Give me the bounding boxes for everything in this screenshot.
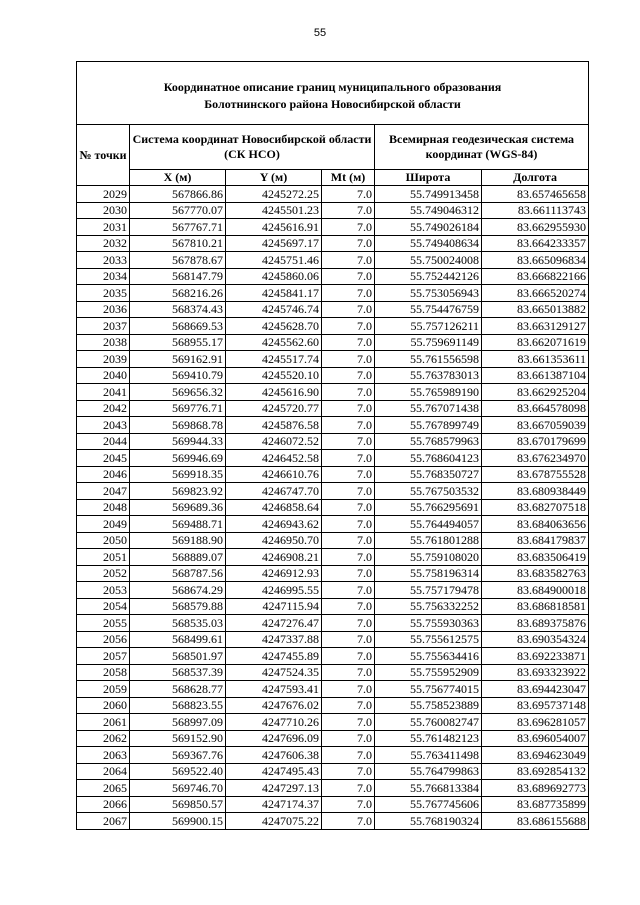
cell-y-coordinate: 4247710.26 <box>226 714 322 731</box>
cell-y-coordinate: 4247297.13 <box>226 780 322 797</box>
cell-point-number: 2061 <box>77 714 130 731</box>
cell-y-coordinate: 4246452.58 <box>226 450 322 467</box>
cell-mt-value: 7.0 <box>322 516 375 533</box>
cell-y-coordinate: 4247174.37 <box>226 796 322 813</box>
table-row <box>77 400 589 417</box>
cell-x-coordinate: 569823.92 <box>130 483 226 500</box>
table-title <box>77 62 589 125</box>
cell-x-coordinate: 568628.77 <box>130 681 226 698</box>
cell-latitude: 55.750024008 <box>375 252 482 269</box>
cell-y-coordinate: 4246072.52 <box>226 433 322 450</box>
cell-point-number: 2049 <box>77 516 130 533</box>
cell-y-coordinate: 4245562.60 <box>226 334 322 351</box>
table-row <box>77 681 589 698</box>
cell-longitude: 83.693323922 <box>482 664 589 681</box>
table-row <box>77 219 589 236</box>
cell-longitude: 83.692854132 <box>482 763 589 780</box>
table-row <box>77 697 589 714</box>
cell-y-coordinate: 4246950.70 <box>226 532 322 549</box>
cell-longitude: 83.662925204 <box>482 384 589 401</box>
table-row <box>77 483 589 500</box>
cell-mt-value: 7.0 <box>322 549 375 566</box>
table-body <box>77 186 589 830</box>
table-row <box>77 417 589 434</box>
cell-point-number: 2064 <box>77 763 130 780</box>
cell-longitude: 83.678755528 <box>482 466 589 483</box>
table-row <box>77 499 589 516</box>
cell-latitude: 55.749046312 <box>375 202 482 219</box>
cell-latitude: 55.752442126 <box>375 268 482 285</box>
table-row <box>77 202 589 219</box>
cell-mt-value: 7.0 <box>322 730 375 747</box>
cell-latitude: 55.755612575 <box>375 631 482 648</box>
cell-latitude: 55.759691149 <box>375 334 482 351</box>
cell-latitude: 55.759108020 <box>375 549 482 566</box>
cell-longitude: 83.665013882 <box>482 301 589 318</box>
cell-longitude: 83.664233357 <box>482 235 589 252</box>
title-line-1: Координатное описание границ муниципального образования <box>163 80 502 94</box>
cell-latitude: 55.758196314 <box>375 565 482 582</box>
cell-point-number: 2045 <box>77 450 130 467</box>
cell-latitude: 55.761482123 <box>375 730 482 747</box>
cell-mt-value: 7.0 <box>322 598 375 615</box>
cell-longitude: 83.657465658 <box>482 186 589 203</box>
cell-mt-value: 7.0 <box>322 450 375 467</box>
cell-x-coordinate: 569944.33 <box>130 433 226 450</box>
cell-x-coordinate: 568889.07 <box>130 549 226 566</box>
table-row <box>77 565 589 582</box>
cell-y-coordinate: 4245697.17 <box>226 235 322 252</box>
cell-mt-value: 7.0 <box>322 367 375 384</box>
cell-mt-value: 7.0 <box>322 351 375 368</box>
cell-point-number: 2033 <box>77 252 130 269</box>
cell-mt-value: 7.0 <box>322 235 375 252</box>
cell-point-number: 2048 <box>77 499 130 516</box>
cell-mt-value: 7.0 <box>322 747 375 764</box>
cell-longitude: 83.662071619 <box>482 334 589 351</box>
header-point-number: № точки <box>77 125 130 186</box>
cell-point-number: 2058 <box>77 664 130 681</box>
cell-point-number: 2044 <box>77 433 130 450</box>
cell-longitude: 83.683506419 <box>482 549 589 566</box>
header-system-wgs: Всемирная геодезическая система координат (WGS-84) <box>375 125 589 170</box>
table-row <box>77 235 589 252</box>
cell-mt-value: 7.0 <box>322 483 375 500</box>
cell-point-number: 2065 <box>77 780 130 797</box>
cell-y-coordinate: 4247495.43 <box>226 763 322 780</box>
cell-latitude: 55.756774015 <box>375 681 482 698</box>
cell-mt-value: 7.0 <box>322 417 375 434</box>
cell-latitude: 55.754476759 <box>375 301 482 318</box>
cell-point-number: 2037 <box>77 318 130 335</box>
cell-longitude: 83.663129127 <box>482 318 589 335</box>
table-row <box>77 351 589 368</box>
cell-point-number: 2060 <box>77 697 130 714</box>
cell-point-number: 2057 <box>77 648 130 665</box>
cell-x-coordinate: 567810.21 <box>130 235 226 252</box>
table-row <box>77 780 589 797</box>
cell-point-number: 2040 <box>77 367 130 384</box>
cell-latitude: 55.757179478 <box>375 582 482 599</box>
cell-latitude: 55.755930363 <box>375 615 482 632</box>
cell-latitude: 55.763783013 <box>375 367 482 384</box>
cell-longitude: 83.687735899 <box>482 796 589 813</box>
cell-longitude: 83.662955930 <box>482 219 589 236</box>
cell-point-number: 2046 <box>77 466 130 483</box>
cell-latitude: 55.749913458 <box>375 186 482 203</box>
table-row <box>77 813 589 830</box>
cell-x-coordinate: 569367.76 <box>130 747 226 764</box>
cell-x-coordinate: 568537.39 <box>130 664 226 681</box>
cell-longitude: 83.667059039 <box>482 417 589 434</box>
cell-latitude: 55.761801288 <box>375 532 482 549</box>
cell-longitude: 83.661387104 <box>482 367 589 384</box>
cell-x-coordinate: 569162.91 <box>130 351 226 368</box>
cell-y-coordinate: 4245876.58 <box>226 417 322 434</box>
cell-x-coordinate: 569410.79 <box>130 367 226 384</box>
cell-longitude: 83.696054007 <box>482 730 589 747</box>
cell-y-coordinate: 4247075.22 <box>226 813 322 830</box>
cell-longitude: 83.686818581 <box>482 598 589 615</box>
cell-latitude: 55.768190324 <box>375 813 482 830</box>
cell-point-number: 2056 <box>77 631 130 648</box>
cell-latitude: 55.758523889 <box>375 697 482 714</box>
cell-latitude: 55.753056943 <box>375 285 482 302</box>
cell-point-number: 2032 <box>77 235 130 252</box>
table-row <box>77 334 589 351</box>
header-longitude: Долгота <box>482 170 589 186</box>
cell-x-coordinate: 567866.86 <box>130 186 226 203</box>
cell-x-coordinate: 568374.43 <box>130 301 226 318</box>
cell-y-coordinate: 4246908.21 <box>226 549 322 566</box>
cell-x-coordinate: 568997.09 <box>130 714 226 731</box>
cell-x-coordinate: 569488.71 <box>130 516 226 533</box>
cell-mt-value: 7.0 <box>322 433 375 450</box>
cell-point-number: 2052 <box>77 565 130 582</box>
cell-latitude: 55.768350727 <box>375 466 482 483</box>
cell-latitude: 55.764494057 <box>375 516 482 533</box>
cell-point-number: 2039 <box>77 351 130 368</box>
cell-x-coordinate: 569152.90 <box>130 730 226 747</box>
cell-longitude: 83.684179837 <box>482 532 589 549</box>
cell-mt-value: 7.0 <box>322 813 375 830</box>
cell-longitude: 83.683582763 <box>482 565 589 582</box>
table-row <box>77 648 589 665</box>
cell-point-number: 2051 <box>77 549 130 566</box>
cell-mt-value: 7.0 <box>322 532 375 549</box>
cell-y-coordinate: 4247696.09 <box>226 730 322 747</box>
table-row <box>77 763 589 780</box>
cell-longitude: 83.689692773 <box>482 780 589 797</box>
cell-mt-value: 7.0 <box>322 714 375 731</box>
cell-mt-value: 7.0 <box>322 664 375 681</box>
table-row <box>77 252 589 269</box>
cell-point-number: 2053 <box>77 582 130 599</box>
cell-y-coordinate: 4247524.35 <box>226 664 322 681</box>
cell-mt-value: 7.0 <box>322 648 375 665</box>
cell-point-number: 2050 <box>77 532 130 549</box>
table-row <box>77 268 589 285</box>
header-latitude: Широта <box>375 170 482 186</box>
page-number: 55 <box>313 27 327 39</box>
table-row <box>77 532 589 549</box>
cell-x-coordinate: 568535.03 <box>130 615 226 632</box>
cell-y-coordinate: 4247337.88 <box>226 631 322 648</box>
cell-x-coordinate: 569522.40 <box>130 763 226 780</box>
cell-y-coordinate: 4246912.93 <box>226 565 322 582</box>
cell-latitude: 55.767899749 <box>375 417 482 434</box>
cell-y-coordinate: 4247276.47 <box>226 615 322 632</box>
cell-mt-value: 7.0 <box>322 582 375 599</box>
cell-y-coordinate: 4245751.46 <box>226 252 322 269</box>
cell-latitude: 55.749026184 <box>375 219 482 236</box>
cell-mt-value: 7.0 <box>322 631 375 648</box>
cell-x-coordinate: 569689.36 <box>130 499 226 516</box>
cell-point-number: 2067 <box>77 813 130 830</box>
cell-longitude: 83.684063656 <box>482 516 589 533</box>
cell-x-coordinate: 569850.57 <box>130 796 226 813</box>
cell-y-coordinate: 4245628.70 <box>226 318 322 335</box>
cell-point-number: 2054 <box>77 598 130 615</box>
cell-x-coordinate: 568501.97 <box>130 648 226 665</box>
table-row <box>77 516 589 533</box>
cell-longitude: 83.694423047 <box>482 681 589 698</box>
cell-point-number: 2041 <box>77 384 130 401</box>
cell-y-coordinate: 4246995.55 <box>226 582 322 599</box>
coordinates-table <box>76 61 589 830</box>
table-row <box>77 664 589 681</box>
cell-mt-value: 7.0 <box>322 252 375 269</box>
cell-x-coordinate: 568216.26 <box>130 285 226 302</box>
cell-latitude: 55.765989190 <box>375 384 482 401</box>
cell-mt-value: 7.0 <box>322 499 375 516</box>
cell-longitude: 83.661353611 <box>482 351 589 368</box>
header-system-local: Система координат Новосибирской области (СК НСО) <box>130 125 375 170</box>
table-row <box>77 796 589 813</box>
cell-latitude: 55.749408634 <box>375 235 482 252</box>
cell-latitude: 55.764799863 <box>375 763 482 780</box>
cell-point-number: 2062 <box>77 730 130 747</box>
cell-longitude: 83.680938449 <box>482 483 589 500</box>
table-row <box>77 367 589 384</box>
cell-y-coordinate: 4246747.70 <box>226 483 322 500</box>
cell-y-coordinate: 4246943.62 <box>226 516 322 533</box>
cell-y-coordinate: 4247606.38 <box>226 747 322 764</box>
cell-y-coordinate: 4245860.06 <box>226 268 322 285</box>
cell-latitude: 55.766813384 <box>375 780 482 797</box>
cell-latitude: 55.756332252 <box>375 598 482 615</box>
cell-longitude: 83.684900018 <box>482 582 589 599</box>
cell-point-number: 2055 <box>77 615 130 632</box>
table-row <box>77 582 589 599</box>
table-row <box>77 186 589 203</box>
cell-y-coordinate: 4245520.10 <box>226 367 322 384</box>
header-mt: Mt (м) <box>322 170 375 186</box>
cell-mt-value: 7.0 <box>322 763 375 780</box>
title-line-2: Болотнинского района Новосибирской области <box>204 97 461 111</box>
cell-y-coordinate: 4245272.25 <box>226 186 322 203</box>
cell-x-coordinate: 568579.88 <box>130 598 226 615</box>
cell-mt-value: 7.0 <box>322 301 375 318</box>
cell-y-coordinate: 4245841.17 <box>226 285 322 302</box>
table-row <box>77 285 589 302</box>
cell-y-coordinate: 4245616.91 <box>226 219 322 236</box>
cell-y-coordinate: 4245746.74 <box>226 301 322 318</box>
cell-x-coordinate: 568955.17 <box>130 334 226 351</box>
table-row <box>77 714 589 731</box>
cell-latitude: 55.757126211 <box>375 318 482 335</box>
table-row <box>77 747 589 764</box>
cell-longitude: 83.666520274 <box>482 285 589 302</box>
cell-latitude: 55.761556598 <box>375 351 482 368</box>
cell-point-number: 2035 <box>77 285 130 302</box>
cell-longitude: 83.666822166 <box>482 268 589 285</box>
cell-y-coordinate: 4246610.76 <box>226 466 322 483</box>
cell-x-coordinate: 569188.90 <box>130 532 226 549</box>
table-row <box>77 301 589 318</box>
cell-latitude: 55.767503532 <box>375 483 482 500</box>
table-row <box>77 549 589 566</box>
cell-mt-value: 7.0 <box>322 615 375 632</box>
cell-longitude: 83.694623049 <box>482 747 589 764</box>
cell-mt-value: 7.0 <box>322 285 375 302</box>
cell-x-coordinate: 568823.55 <box>130 697 226 714</box>
table-row <box>77 384 589 401</box>
cell-mt-value: 7.0 <box>322 466 375 483</box>
cell-point-number: 2030 <box>77 202 130 219</box>
cell-x-coordinate: 569776.71 <box>130 400 226 417</box>
table-row <box>77 598 589 615</box>
cell-longitude: 83.676234970 <box>482 450 589 467</box>
table-row <box>77 466 589 483</box>
cell-y-coordinate: 4247676.02 <box>226 697 322 714</box>
cell-y-coordinate: 4245517.74 <box>226 351 322 368</box>
cell-point-number: 2059 <box>77 681 130 698</box>
cell-x-coordinate: 568147.79 <box>130 268 226 285</box>
cell-x-coordinate: 569900.15 <box>130 813 226 830</box>
cell-mt-value: 7.0 <box>322 334 375 351</box>
cell-longitude: 83.664578098 <box>482 400 589 417</box>
cell-point-number: 2034 <box>77 268 130 285</box>
cell-mt-value: 7.0 <box>322 565 375 582</box>
cell-longitude: 83.689375876 <box>482 615 589 632</box>
cell-longitude: 83.696281057 <box>482 714 589 731</box>
cell-x-coordinate: 568669.53 <box>130 318 226 335</box>
cell-longitude: 83.692233871 <box>482 648 589 665</box>
cell-latitude: 55.767745606 <box>375 796 482 813</box>
cell-point-number: 2042 <box>77 400 130 417</box>
header-x: X (м) <box>130 170 226 186</box>
cell-longitude: 83.661113743 <box>482 202 589 219</box>
table-row <box>77 615 589 632</box>
cell-point-number: 2031 <box>77 219 130 236</box>
cell-latitude: 55.768604123 <box>375 450 482 467</box>
cell-latitude: 55.767071438 <box>375 400 482 417</box>
cell-mt-value: 7.0 <box>322 796 375 813</box>
cell-mt-value: 7.0 <box>322 318 375 335</box>
cell-point-number: 2029 <box>77 186 130 203</box>
cell-x-coordinate: 567878.67 <box>130 252 226 269</box>
cell-mt-value: 7.0 <box>322 384 375 401</box>
cell-latitude: 55.768579963 <box>375 433 482 450</box>
cell-y-coordinate: 4245501.23 <box>226 202 322 219</box>
cell-mt-value: 7.0 <box>322 681 375 698</box>
cell-mt-value: 7.0 <box>322 400 375 417</box>
cell-mt-value: 7.0 <box>322 780 375 797</box>
cell-point-number: 2066 <box>77 796 130 813</box>
cell-longitude: 83.690354324 <box>482 631 589 648</box>
cell-y-coordinate: 4246858.64 <box>226 499 322 516</box>
cell-point-number: 2036 <box>77 301 130 318</box>
cell-longitude: 83.686155688 <box>482 813 589 830</box>
table-row <box>77 631 589 648</box>
cell-y-coordinate: 4247115.94 <box>226 598 322 615</box>
cell-x-coordinate: 568499.61 <box>130 631 226 648</box>
cell-x-coordinate: 569918.35 <box>130 466 226 483</box>
cell-x-coordinate: 568787.56 <box>130 565 226 582</box>
table-row <box>77 450 589 467</box>
table-row <box>77 318 589 335</box>
cell-point-number: 2043 <box>77 417 130 434</box>
cell-longitude: 83.665096834 <box>482 252 589 269</box>
cell-mt-value: 7.0 <box>322 268 375 285</box>
cell-x-coordinate: 569946.69 <box>130 450 226 467</box>
cell-y-coordinate: 4247455.89 <box>226 648 322 665</box>
cell-mt-value: 7.0 <box>322 697 375 714</box>
cell-longitude: 83.670179699 <box>482 433 589 450</box>
cell-longitude: 83.682707518 <box>482 499 589 516</box>
cell-x-coordinate: 569868.78 <box>130 417 226 434</box>
cell-mt-value: 7.0 <box>322 219 375 236</box>
cell-point-number: 2038 <box>77 334 130 351</box>
cell-latitude: 55.755634416 <box>375 648 482 665</box>
cell-longitude: 83.695737148 <box>482 697 589 714</box>
table-row <box>77 433 589 450</box>
cell-y-coordinate: 4245616.90 <box>226 384 322 401</box>
header-y: Y (м) <box>226 170 322 186</box>
cell-latitude: 55.763411498 <box>375 747 482 764</box>
cell-x-coordinate: 569746.70 <box>130 780 226 797</box>
cell-latitude: 55.766295691 <box>375 499 482 516</box>
cell-mt-value: 7.0 <box>322 186 375 203</box>
cell-point-number: 2063 <box>77 747 130 764</box>
cell-x-coordinate: 567767.71 <box>130 219 226 236</box>
cell-latitude: 55.760082747 <box>375 714 482 731</box>
cell-point-number: 2047 <box>77 483 130 500</box>
cell-mt-value: 7.0 <box>322 202 375 219</box>
table-row <box>77 730 589 747</box>
cell-x-coordinate: 568674.29 <box>130 582 226 599</box>
cell-x-coordinate: 567770.07 <box>130 202 226 219</box>
cell-latitude: 55.755952909 <box>375 664 482 681</box>
cell-y-coordinate: 4245720.77 <box>226 400 322 417</box>
cell-x-coordinate: 569656.32 <box>130 384 226 401</box>
cell-y-coordinate: 4247593.41 <box>226 681 322 698</box>
